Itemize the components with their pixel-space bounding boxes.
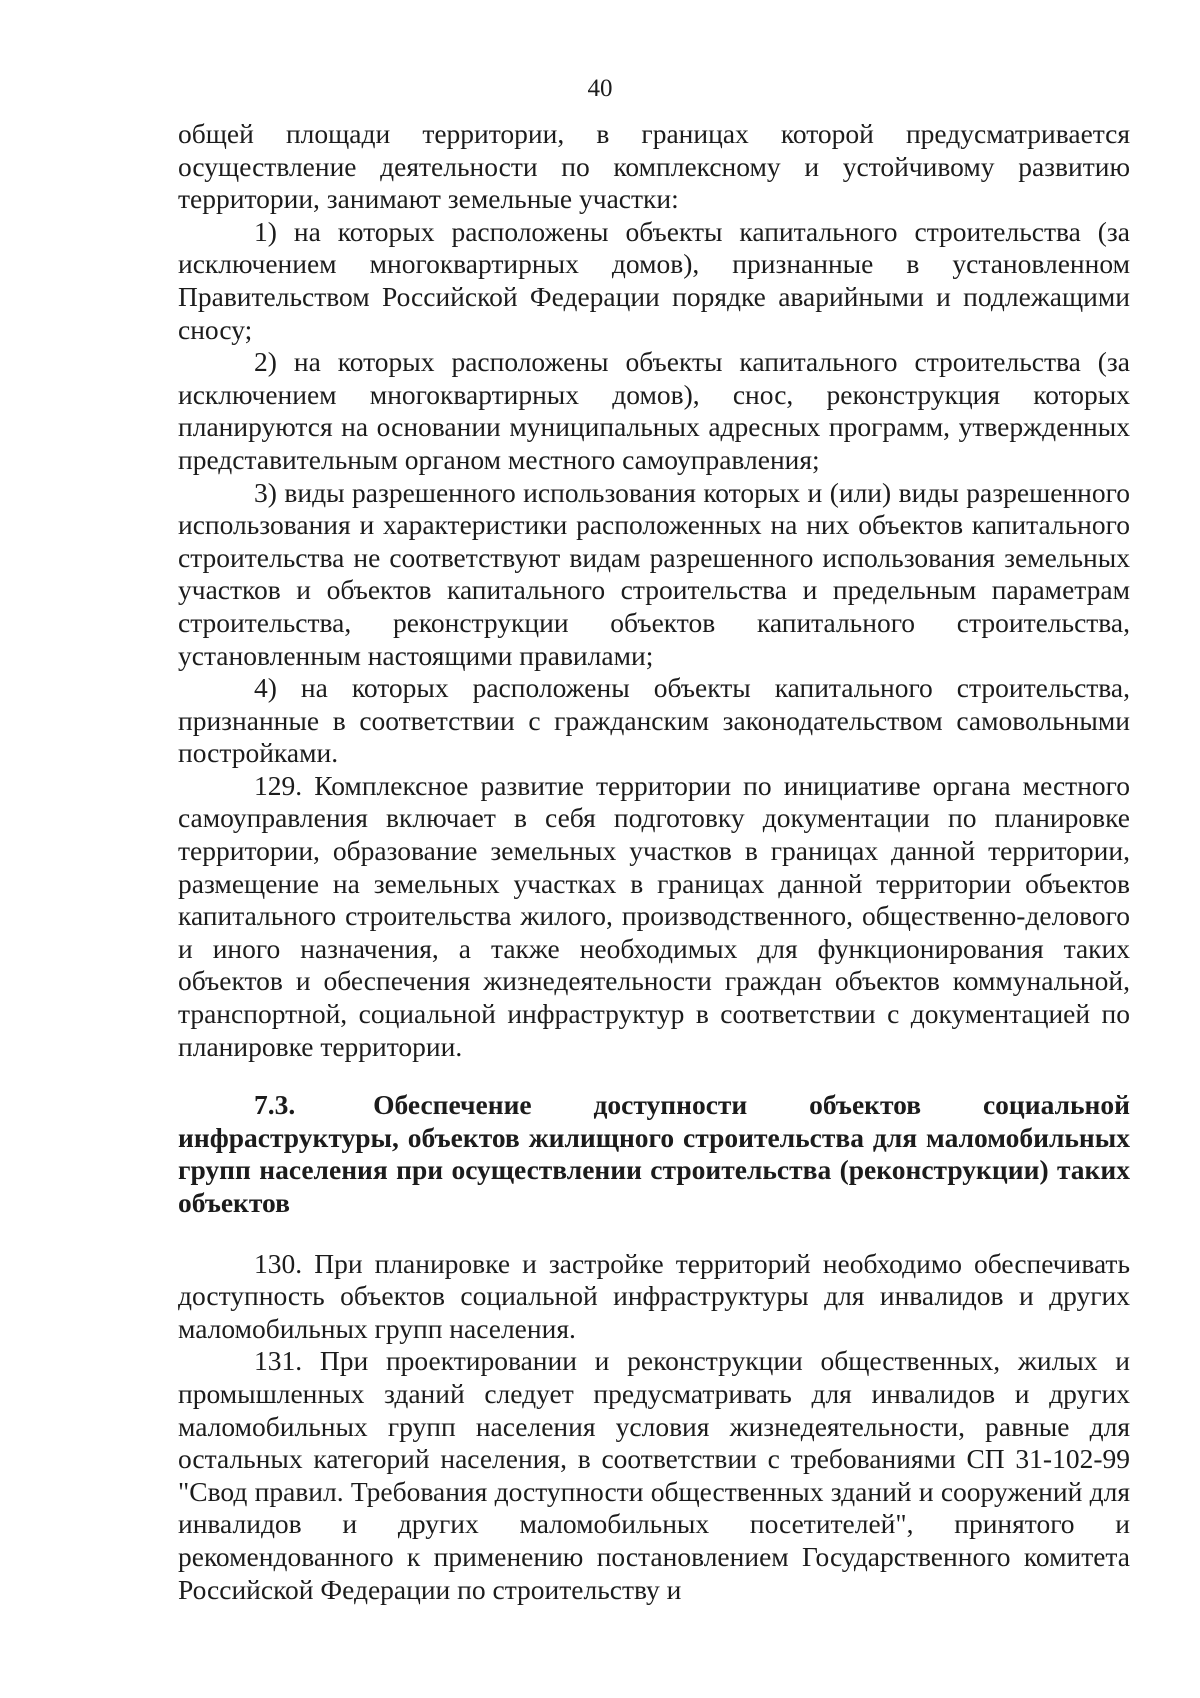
list-item-4: 4) на которых расположены объекты капитального строительства, признанные в соответствии с гражданским законодательством самовольными постройками. xyxy=(178,672,1130,769)
list-item-2: 2) на которых расположены объекты капитального строительства (за исключением многоквартирных домов), снос, реконструкция которых планируются на основании муниципальных адресных программ, утвержденных представительным органом местного самоуправления; xyxy=(178,346,1130,475)
paragraph-129: 129. Комплексное развитие территории по инициативе органа местного самоуправления включает в себя подготовку документации по планировке территории, образование земельных участков в границах данной территории, размещение на земельных участках в границах данной территории объектов капитального строительства жилого, производственного, общественно-делового и иного назначения, а также необходимых для функционирования таких объектов и обеспечения жизнедеятельности граждан объектов коммунальной, транспортной, социальной инфраструктур в соответствии с документацией по планировке территории. xyxy=(178,769,1130,1062)
section-heading xyxy=(178,1089,1130,1219)
page-number: 40 xyxy=(587,75,613,102)
paragraph-130: 130. При планировке и застройке территорий необходимо обеспечивать доступность объектов социальной инфраструктуры для инвалидов и других маломобильных групп населения. xyxy=(178,1247,1130,1344)
list-item-1: 1) на которых расположены объекты капитального строительства (за исключением многоквартирных домов), признанные в установленном Правительством Российской Федерации порядке аварийными и подлежащими сносу; xyxy=(178,215,1130,345)
section-title: Обеспечение доступности объектов социальной инфраструктуры, объектов жилищного строительства для маломобильных групп населения при осуществлении строительства (реконструкции) таких объектов xyxy=(178,1089,1130,1218)
paragraph-131: 131. При проектировании и реконструкции общественных, жилых и промышленных зданий следует предусматривать для инвалидов и других маломобильных групп населения условия жизнедеятельности, равные для остальных категорий населения, в соответствии с требованиями СП 31-102-99 "Свод правил. Требования доступности общественных зданий и сооружений для инвалидов и других маломобильных посетителей", принятого и рекомендованного к применению постановлением Государственного комитета Российской Федерации по строительству и xyxy=(178,1345,1130,1605)
section-number: 7.3. xyxy=(254,1089,296,1121)
list-item-3: 3) виды разрешенного использования которых и (или) виды разрешенного использования и характеристики расположенных на них объектов капитального строительства не соответствуют видам разрешенного использования земельных участков и объектов капитального строительства и предельным параметрам строительства, реконструкции объектов капитального строительства, установленным настоящими правилами; xyxy=(178,476,1130,671)
paragraph-intro: общей площади территории, в границах которой предусматривается осуществление деятельности по комплексному и устойчивому развитию территории, занимают земельные участки: xyxy=(178,118,1130,215)
document-body xyxy=(178,118,1130,1606)
